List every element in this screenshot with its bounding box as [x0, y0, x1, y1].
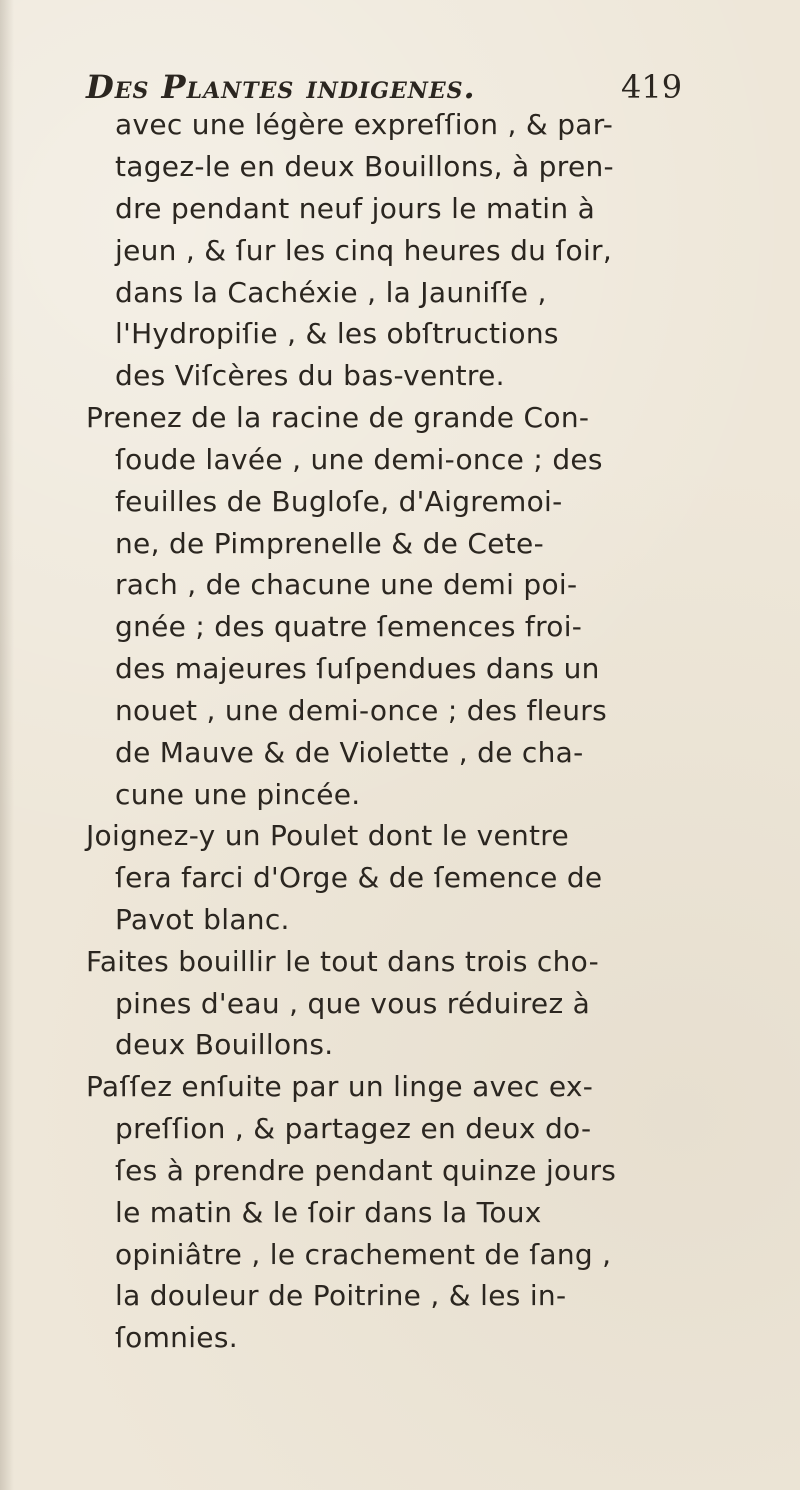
text-line: tagez-le en deux Bouillons, à pren- — [115, 150, 614, 183]
text-line: ſomnies. — [115, 1321, 238, 1354]
text-line: Prenez de la racine de grande Con- — [86, 401, 590, 434]
text-line: des majeures ſuſpendues dans un — [115, 652, 600, 685]
text-line: cune une pincée. — [115, 778, 361, 811]
text-line: Pavot blanc. — [115, 903, 290, 936]
text-line: Joignez-y un Poulet dont le ventre — [86, 819, 570, 852]
running-title: Des Plantes indigenes. — [86, 68, 476, 106]
text-line: Paſſez enſuite par un linge avec ex- — [86, 1070, 594, 1103]
text-line: preſſion , & partagez en deux do- — [115, 1112, 592, 1145]
text-line: avec une légère expreſſion , & par- — [115, 108, 614, 141]
text-line: dre pendant neuf jours le matin à — [115, 192, 596, 225]
text-line: de Mauve & de Violette , de cha- — [115, 736, 584, 769]
text-line: opiniâtre , le crachement de ſang , — [115, 1238, 612, 1271]
text-line: dans la Cachéxie , la Jauniſſe , — [115, 276, 547, 309]
text-line: feuilles de Bugloſe, d'Aigremoi- — [115, 485, 563, 518]
text-line: Faites bouillir le tout dans trois cho- — [86, 945, 600, 978]
page-number: 419 — [621, 68, 683, 106]
text-line: rach , de chacune une demi poi- — [115, 568, 578, 601]
text-line: ſoude lavée , une demi-once ; des — [115, 443, 603, 476]
text-line: ne, de Pimprenelle & de Cete- — [115, 527, 544, 560]
text-line: ſes à prendre pendant quinze jours — [115, 1154, 617, 1187]
text-line: pines d'eau , que vous réduirez à — [115, 987, 591, 1020]
text-line: le matin & le ſoir dans la Toux — [115, 1196, 542, 1229]
text-line: l'Hydropiſie , & les obſtructions — [115, 317, 559, 350]
text-line: ſera farci d'Orge & de ſemence de — [115, 861, 603, 894]
text-line: la douleur de Poitrine , & les in- — [115, 1279, 567, 1312]
text-line: jeun , & ſur les cinq heures du ſoir, — [115, 234, 613, 267]
text-line: gnée ; des quatre ſemences froi- — [115, 610, 583, 643]
text-line: des Viſcères du bas-ventre. — [115, 359, 505, 392]
text-line: nouet , une demi-once ; des fleurs — [115, 694, 607, 727]
text-line: deux Bouillons. — [115, 1028, 334, 1061]
